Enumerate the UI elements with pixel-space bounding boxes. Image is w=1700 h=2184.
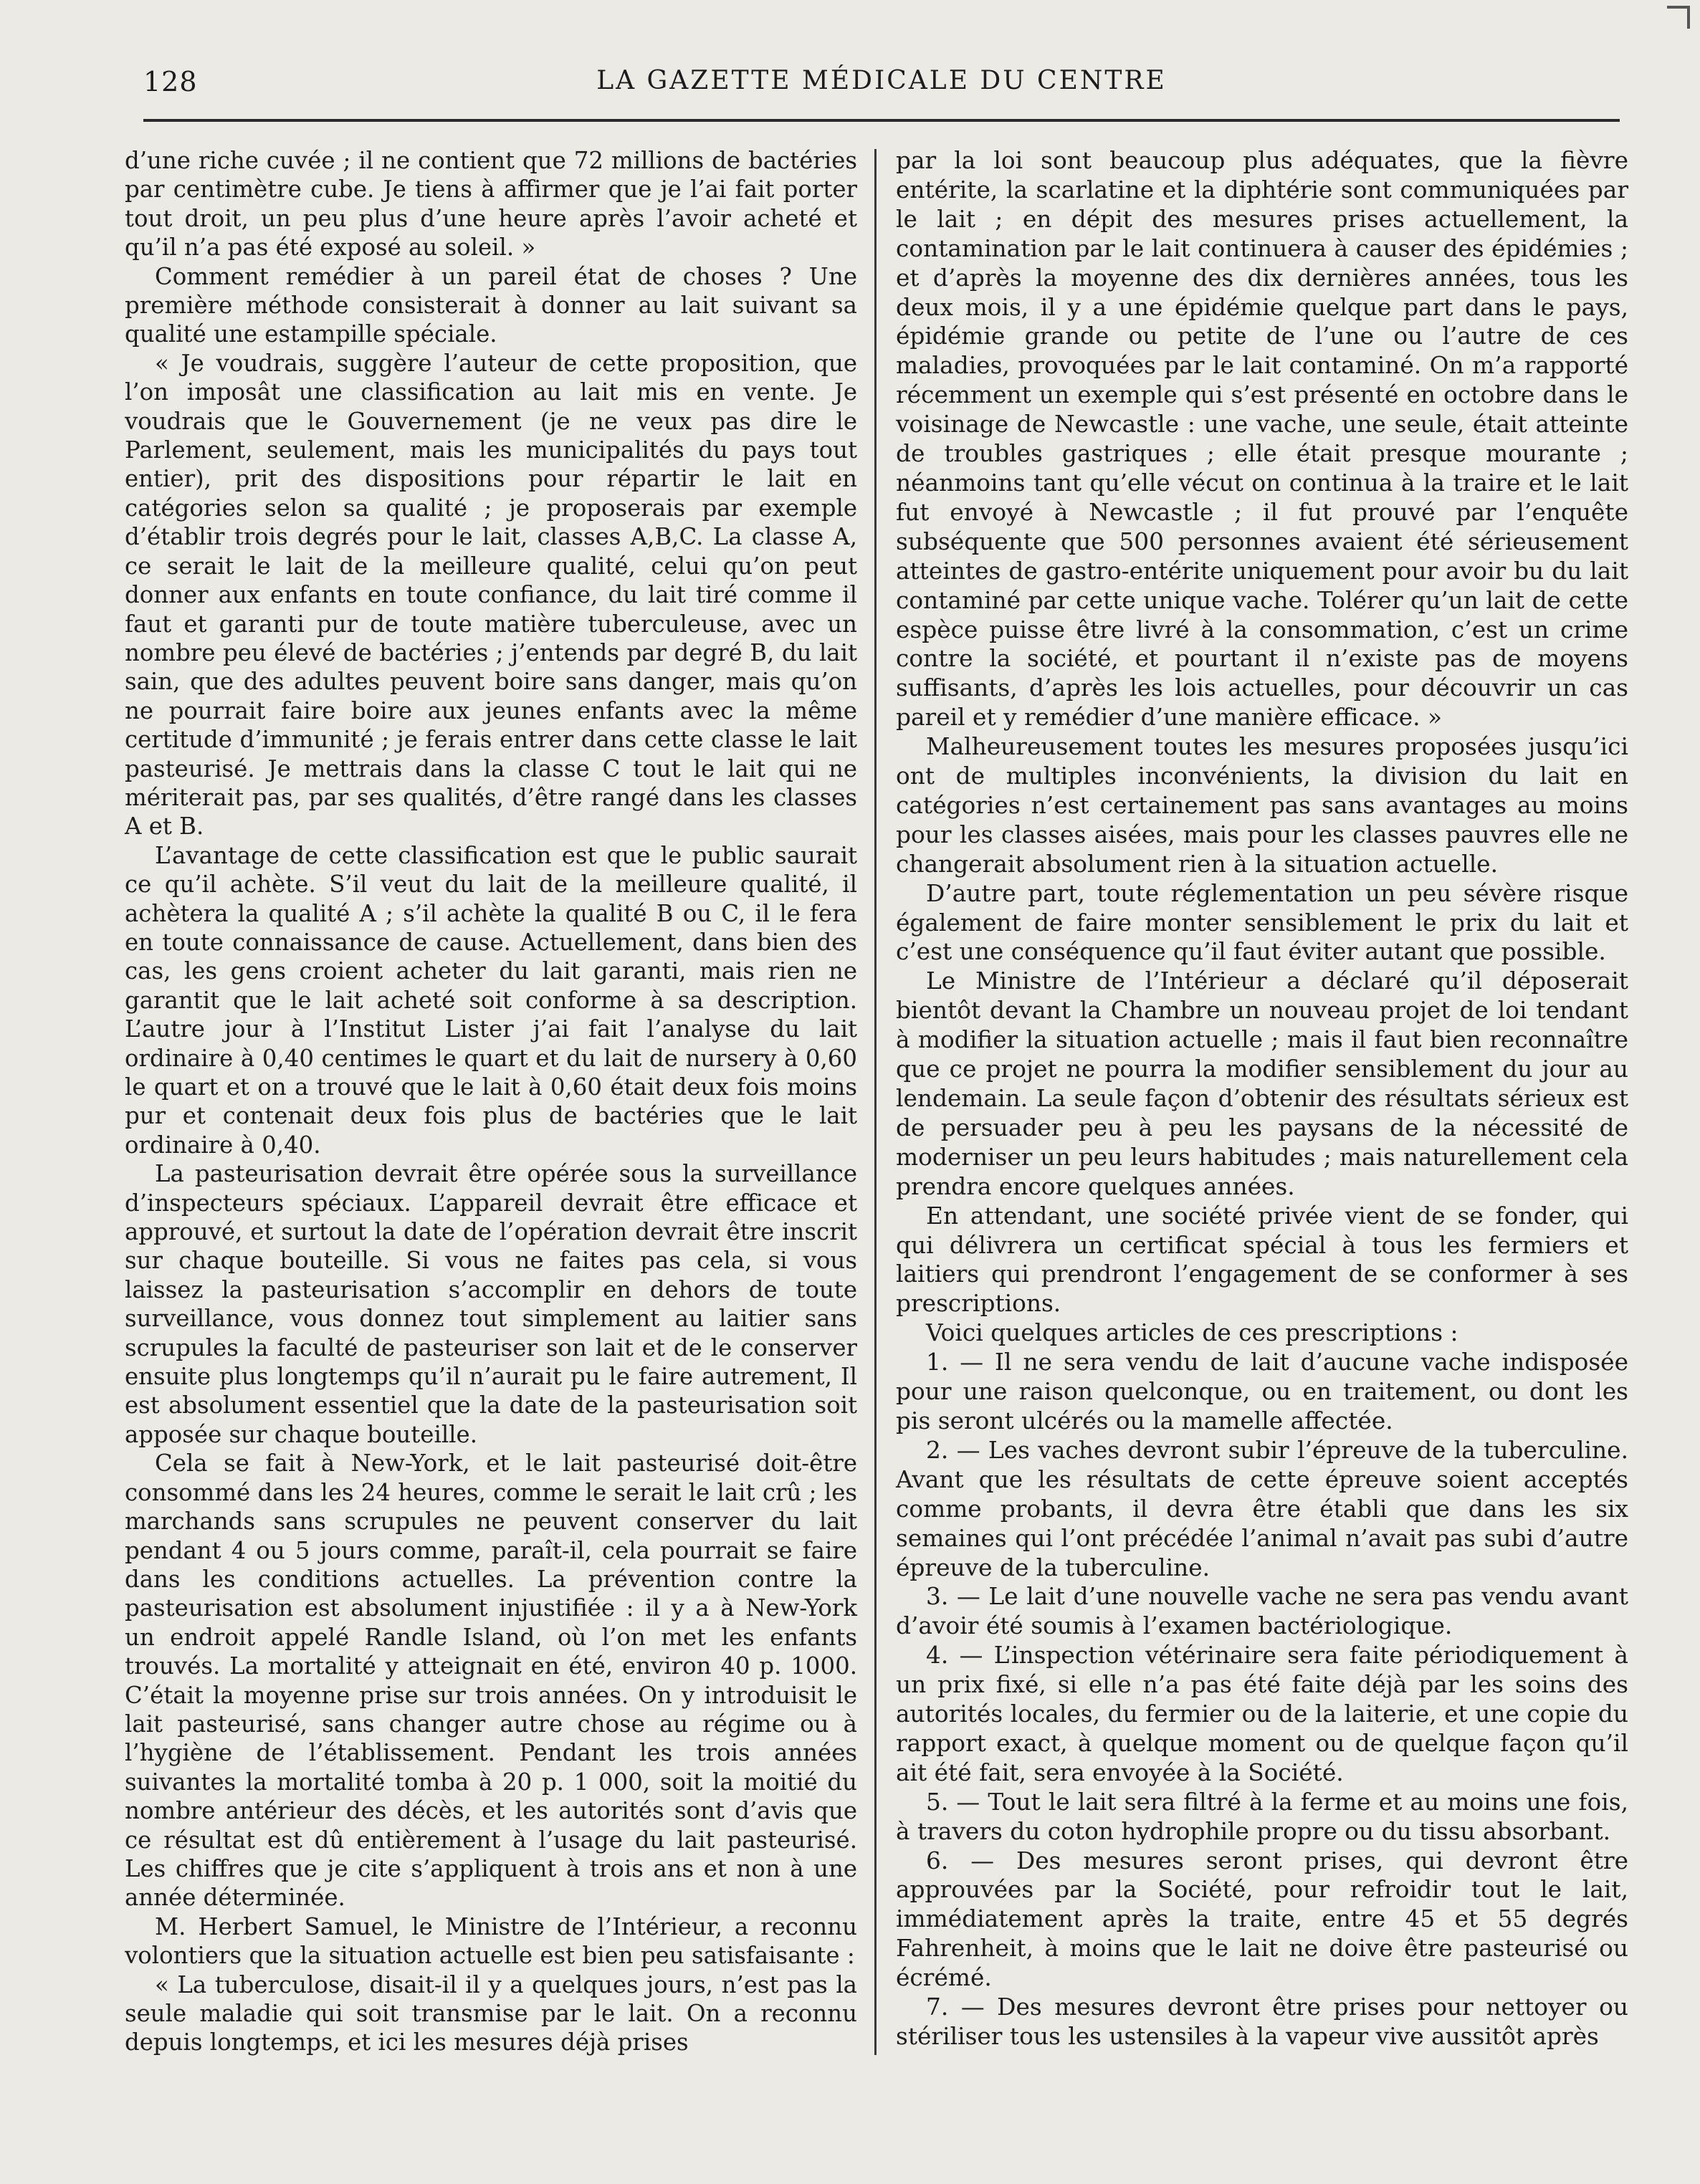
journal-title: LA GAZETTE MÉDICALE DU CENTRE [596, 66, 1167, 95]
page-corner-mark [1667, 6, 1690, 29]
column-divider [874, 149, 877, 2055]
paragraph: « Je voudrais, suggère l’auteur de cette proposition, que l’on imposât une classification au lait mis en vente. Je voudrais que le Gouvernement (je ne veux pas dire le Parlement, seulement, mais les municipalités du pays tout entier), prit des dispositions pour répartir le lait en catégories selon sa qualité ; je proposerais par exemple d’établir trois degrés pour le lait, classes A,B,C. La classe A, ce serait le lait de la meilleure qualité, celui qu’on peut donner aux enfants en toute confiance, du lait tiré comme il faut et garanti pur de toute matière tuberculeuse, avec un nombre peu élevé de bactéries ; j’entends par degré B, du lait sain, que des adultes peuvent boire sans danger, mais qu’on ne pourrait faire boire aux jeunes enfants avec la même certitude d’immunité ; je ferais entrer dans cette classe le lait pasteurisé. Je mettrais dans la classe C tout le lait qui ne mériterait pas, par ses qualités, d’être rangé dans les classes A et B. [125, 349, 857, 840]
paragraph: d’une riche cuvée ; il ne contient que 72 millions de bactéries par centimètre cube. Je tiens à affirmer que je l’ai fait porter tout droit, un peu plus d’une heure après l’avoir acheté et qu’il n’a pas été exposé au soleil. » [125, 147, 857, 262]
paragraph: 3. — Le lait d’une nouvelle vache ne sera pas vendu avant d’avoir été soumis à l’examen bactériologique. [896, 1583, 1628, 1640]
paragraph: « La tuberculose, disait-il il y a quelques jours, n’est pas la seule maladie qui soit transmise par le lait. On a reconnu depuis longtemps, et ici les mesures déjà prises [125, 1970, 857, 2056]
paragraph: par la loi sont beaucoup plus adéquates, que la fièvre entérite, la scarlatine et la diphtérie sont communiquées par le lait ; en dépit des mesures prises actuellement, la contamination par le lait continuera à causer des épidémies ; et d’après la moyenne des dix dernières années, tous les deux mois, il y a une épidémie quelque part dans le pays, épidémie grande ou petite de l’une ou l’autre de ces maladies, provoquées par le lait contaminé. On m’a rapporté récemment un exemple qui s’est présenté en octobre dans le voisinage de Newcastle : une vache, une seule, était atteinte de troubles gastriques ; elle était presque mourante ; néanmoins tant qu’elle vécut on continua à la traire et le lait fut envoyé à Newcastle ; il fut prouvé par l’enquête subséquente que 500 personnes avaient été sérieusement atteintes de gastro-entérite uniquement pour avoir bu du lait contaminé par cette unique vache. Tolérer qu’un lait de cette espèce puisse être livré à la consommation, c’est un crime contre la société, et pourtant il n’existe pas de moyens suffisants, d’après les lois actuelles, pour découvrir un cas pareil et y remédier d’une manière efficace. » [896, 147, 1628, 732]
paragraph: M. Herbert Samuel, le Ministre de l’Intérieur, a reconnu volontiers que la situation actuelle est bien peu satisfaisante : [125, 1912, 857, 1970]
paragraph: La pasteurisation devrait être opérée sous la surveillance d’inspecteurs spéciaux. L’appareil devrait être efficace et approuvé, et surtout la date de l’opération devrait être inscrit sur chaque bouteille. Si vous ne faites pas cela, si vous laissez la pasteurisation s’accomplir en dehors de toute surveillance, vous donnez tout simplement au laitier sans scrupules la faculté de pasteuriser son lait et de le conserver ensuite plus longtemps qu’il n’aurait pu le faire autrement, Il est absolument essentiel que la date de la pasteurisation soit apposée sur chaque bouteille. [125, 1160, 857, 1448]
header-rule [143, 119, 1620, 122]
paragraph: Cela se fait à New-York, et le lait pasteurisé doit-être consommé dans les 24 heures, comme le serait le lait crû ; les marchands sans scrupules ne peuvent conserver du lait pendant 4 ou 5 jours comme, paraît-il, cela pourrait se faire dans les conditions actuelles. La prévention contre la pasteurisation est absolument injustifiée : il y a à New-York un endroit appelé Randle Island, où l’on met les enfants trouvés. La mortalité y atteignait en été, environ 40 p. 1000. C’était la moyenne prise sur trois années. On y introduisit le lait pasteurisé, sans changer autre chose au régime ou à l’hygiène de l’établissement. Pendant les trois années suivantes la mortalité tomba à 20 p. 1 000, soit la moitié du nombre antérieur des décès, et les autorités sont d’avis que ce résultat est dû entièrement à l’usage du lait pasteurisé. Les chiffres que je cite s’appliquent à trois ans et non à une année déterminée. [125, 1450, 857, 1912]
paragraph: Le Ministre de l’Intérieur a déclaré qu’il déposerait bientôt devant la Chambre un nouveau projet de loi tendant à modifier la situation actuelle ; mais il faut bien reconnaître que ce projet ne pourra la modifier sensiblement du jour au lendemain. La seule façon d’obtenir des résultats sérieux est de persuader peu à peu les paysans de la nécessité de moderniser un peu leurs habitudes ; mais naturellement cela prendra encore quelques années. [896, 967, 1628, 1200]
left-column [125, 146, 857, 2057]
paragraph: En attendant, une société privée vient de se fonder, qui qui délivrera un certificat spécial à tous les fermiers et laitiers qui prendront l’engagement de se conformer à ses prescriptions. [896, 1202, 1628, 1318]
paragraph: Comment remédier à un pareil état de choses ? Une première méthode consisterait à donner au lait suivant sa qualité une estampille spéciale. [125, 262, 857, 348]
running-header [143, 66, 1620, 99]
paragraph: 1. — Il ne sera vendu de lait d’aucune vache indisposée pour une raison quelconque, ou en traitement, ou dont les pis seront ulcérés ou la mamelle affectée. [896, 1349, 1628, 1435]
paragraph: D’autre part, toute réglementation un peu sévère risque également de faire monter sensiblement le prix du lait et c’est une conséquence qu’il faut éviter autant que possible. [896, 879, 1628, 966]
paragraph: 5. — Tout le lait sera filtré à la ferme et au moins une fois, à travers du coton hydrophile propre ou du tissu absorbant. [896, 1788, 1628, 1845]
paragraph: 2. — Les vaches devront subir l’épreuve de la tuberculine. Avant que les résultats de cette épreuve soient acceptés comme probants, il devra être établi que dans les six semaines qui l’ont précédée l’animal n’avait pas subi d’autre épreuve de la tuberculine. [896, 1436, 1628, 1581]
paragraph: 7. — Des mesures devront être prises pour nettoyer ou stériliser tous les ustensiles à la vapeur vive aussitôt après [896, 1993, 1628, 2050]
page-number: 128 [143, 66, 198, 97]
paragraph: Voici quelques articles de ces prescriptions : [926, 1319, 1458, 1347]
paragraph: 4. — L’inspection vétérinaire sera faite périodiquement à un prix fixé, si elle n’a pas été faite déjà par les soins des autorités locales, du fermier ou de la laiterie, et une copie du rapport exact, à quelque moment ou de quelque façon qu’il ait été fait, sera envoyée à la Société. [896, 1642, 1628, 1786]
paragraph: Malheureusement toutes les mesures proposées jusqu’ici ont de multiples inconvénients, la division du lait en catégories n’est certainement pas sans avantages au moins pour les classes aisées, mais pour les classes pauvres elle ne changerait absolument rien à la situation actuelle. [896, 733, 1628, 878]
paragraph: 6. — Des mesures seront prises, qui devront être approuvées par la Société, pour refroidir tout le lait, immédiatement après la traite, entre 45 et 55 degrés Fahrenheit, à moins que le lait ne doive être pasteurisé ou écrémé. [896, 1847, 1628, 1992]
right-column [896, 146, 1628, 2051]
paragraph: L’avantage de cette classification est que le public saurait ce qu’il achète. S’il veut du lait de la meilleure qualité, il achètera la qualité A ; s’il achète la qualité B ou C, il le fera en toute connaissance de cause. Actuellement, dans bien des cas, les gens croient acheter du lait garanti, mais rien ne garantit que le lait acheté soit conforme à sa description. L’autre jour à l’Institut Lister j’ai fait l’analyse du lait ordinaire à 0,40 centimes le quart et du lait de nursery à 0,60 le quart et on a trouvé que le lait à 0,60 était deux fois moins pur et contenait deux fois plus de bactéries que le lait ordinaire à 0,40. [125, 841, 857, 1159]
